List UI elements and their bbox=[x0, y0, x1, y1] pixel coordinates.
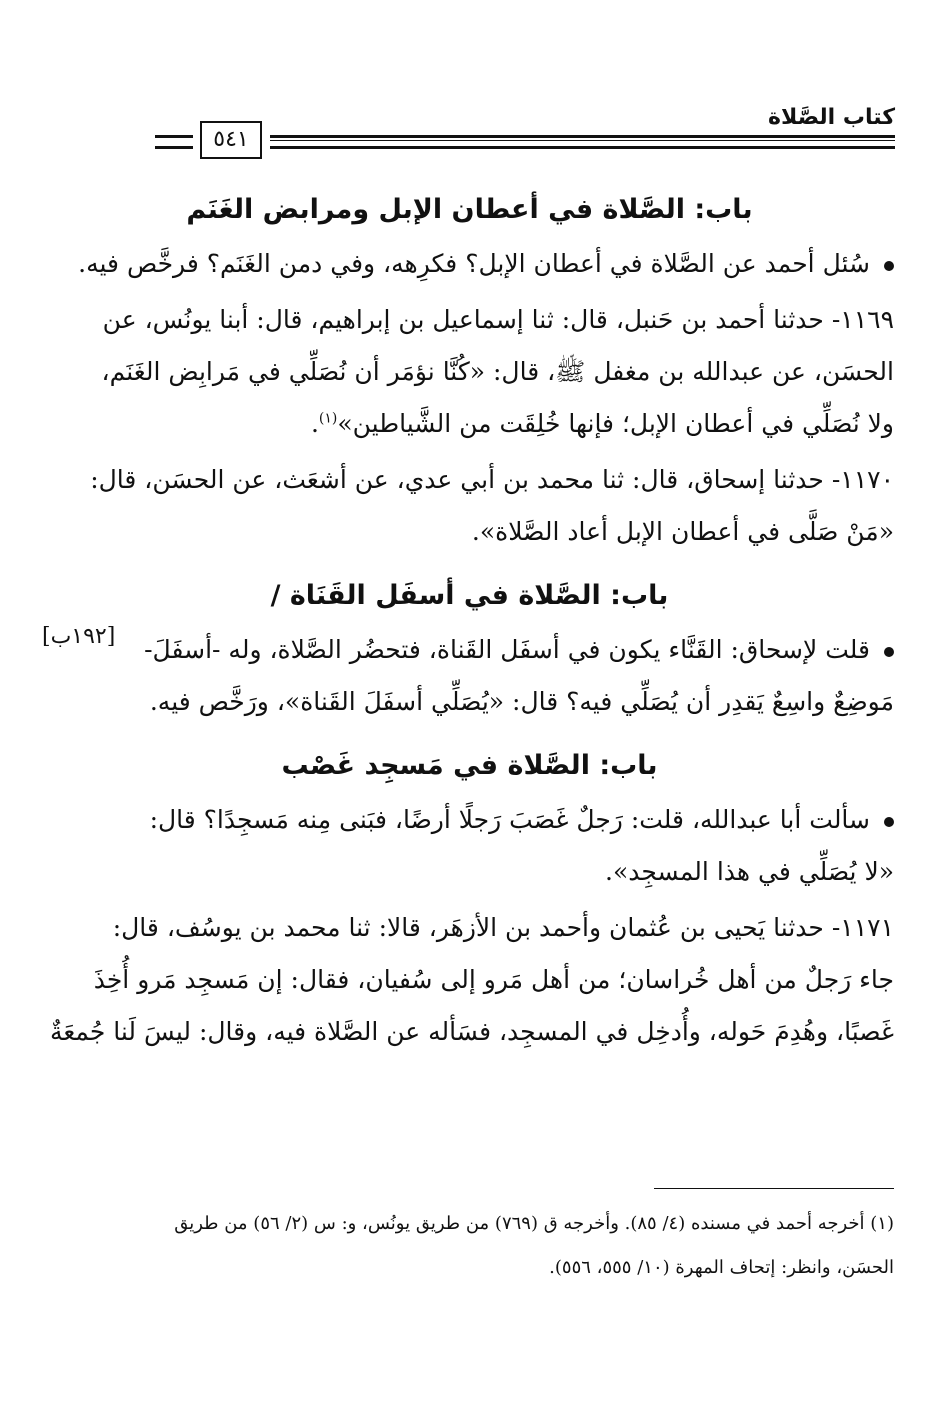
text-line: مَوضِعٌ واسِعٌ يَقدِر أن يُصَلِّي فيه؟ قال: «يُصَلِّي أسفَلَ القَناة»، ورَخَّص فيه. bbox=[149, 687, 894, 716]
main-text bbox=[45, 190, 894, 1058]
footnote-separator bbox=[654, 1188, 894, 1189]
text-line: سألت أبا عبدالله، قلت: رَجلٌ غَصَبَ رَجلًا أرضًا، فبَنى مِنه مَسجِدًا؟ قال: bbox=[149, 805, 870, 834]
header-rule bbox=[270, 135, 895, 149]
section-heading-usurped-mosque: باب: الصَّلاة في مَسجِد غَصْب bbox=[281, 750, 658, 781]
text-line: ولا نُصَلِّي في أعطان الإبل؛ فإنها خُلِقَت من الشَّياطين» bbox=[337, 409, 894, 438]
text-line: - حدثنا يَحيى بن عُثمان وأحمد بن الأزهَر، قالا: ثنا محمد بن يوسُف، قال: bbox=[112, 913, 841, 942]
bullet-icon bbox=[884, 647, 894, 657]
text-line: غَصبًا، وهُدِمَ حَوله، وأُدخِل في المسجِد، فسَأله عن الصَّلاة فيه، وقال: ليسَ لَنا جُمعَةٌ bbox=[49, 1017, 894, 1046]
bullet-icon bbox=[884, 261, 894, 271]
section-heading-camel-pens: باب: الصَّلاة في أعطان الإبل ومرابض الغَنَم bbox=[186, 194, 753, 225]
hadith-1169 bbox=[45, 294, 894, 450]
text-line: - حدثنا أحمد بن حَنبل، قال: ثنا إسماعيل بن إبراهيم، قال: أبنا يونُس، عن bbox=[102, 305, 841, 334]
text-line: «مَنْ صَلَّى في أعطان الإبل أعاد الصَّلاة». bbox=[471, 517, 894, 546]
running-title: كتاب الصَّلاة bbox=[768, 105, 895, 130]
paragraph bbox=[45, 624, 894, 728]
footnote-marker[interactable]: (١) bbox=[318, 410, 338, 427]
text-line: . bbox=[310, 409, 319, 438]
text-line: سُئل أحمد عن الصَّلاة في أعطان الإبل؟ فكرِهه، وفي دمن الغَنَم؟ فرخَّص فيه. bbox=[78, 249, 870, 278]
folio-reference: [١٩٢ب] bbox=[42, 624, 116, 649]
hadith-number: ١١٦٩ bbox=[840, 305, 894, 334]
footnote-line: الحسَن، وانظر: إتحاف المهرة (١٠/ ٥٥٥، ٥٥٦). bbox=[549, 1257, 894, 1278]
hadith-number: ١١٧٠ bbox=[840, 465, 894, 494]
hadith-1171 bbox=[45, 902, 894, 1058]
text-line: «لا يُصَلِّي في هذا المسجِد». bbox=[605, 857, 894, 886]
paragraph bbox=[45, 794, 894, 898]
paragraph bbox=[45, 238, 894, 290]
page-number: ٥٤١ bbox=[200, 121, 262, 159]
footnote-line: (١) أخرجه أحمد في مسنده (٤/ ٨٥). وأخرجه ق (٧٦٩) من طريق يونُس، و: س (٢/ ٥٦) من طريق bbox=[174, 1213, 894, 1234]
footnotes bbox=[45, 1202, 894, 1290]
text-line: جاء رَجلٌ من أهل خُراسان؛ من أهل مَرو إلى سُفيان، فقال: إن مَسجِد مَرو أُخِذَ bbox=[93, 965, 894, 994]
hadith-number: ١١٧١ bbox=[840, 913, 894, 942]
text-line: قلت لإسحاق: القَنَّاء يكون في أسفَل القَناة، فتحضُر الصَّلاة، وله -أسفَلَ- bbox=[144, 635, 870, 664]
bullet-icon bbox=[884, 817, 894, 827]
section-heading-channel-bottom: باب: الصَّلاة في أسفَل القَنَاة / bbox=[270, 580, 669, 611]
text-line: - حدثنا إسحاق، قال: ثنا محمد بن أبي عدي، عن أشعَث، عن الحسَن، قال: bbox=[90, 465, 841, 494]
text-line: الحسَن، عن عبدالله بن مغفل ﷺ، قال: «كُنَّا نؤمَر أن نُصَلِّي في مَرابِض الغَنَم، bbox=[101, 357, 894, 386]
header-rule-stub bbox=[155, 135, 193, 149]
hadith-1170 bbox=[45, 454, 894, 558]
